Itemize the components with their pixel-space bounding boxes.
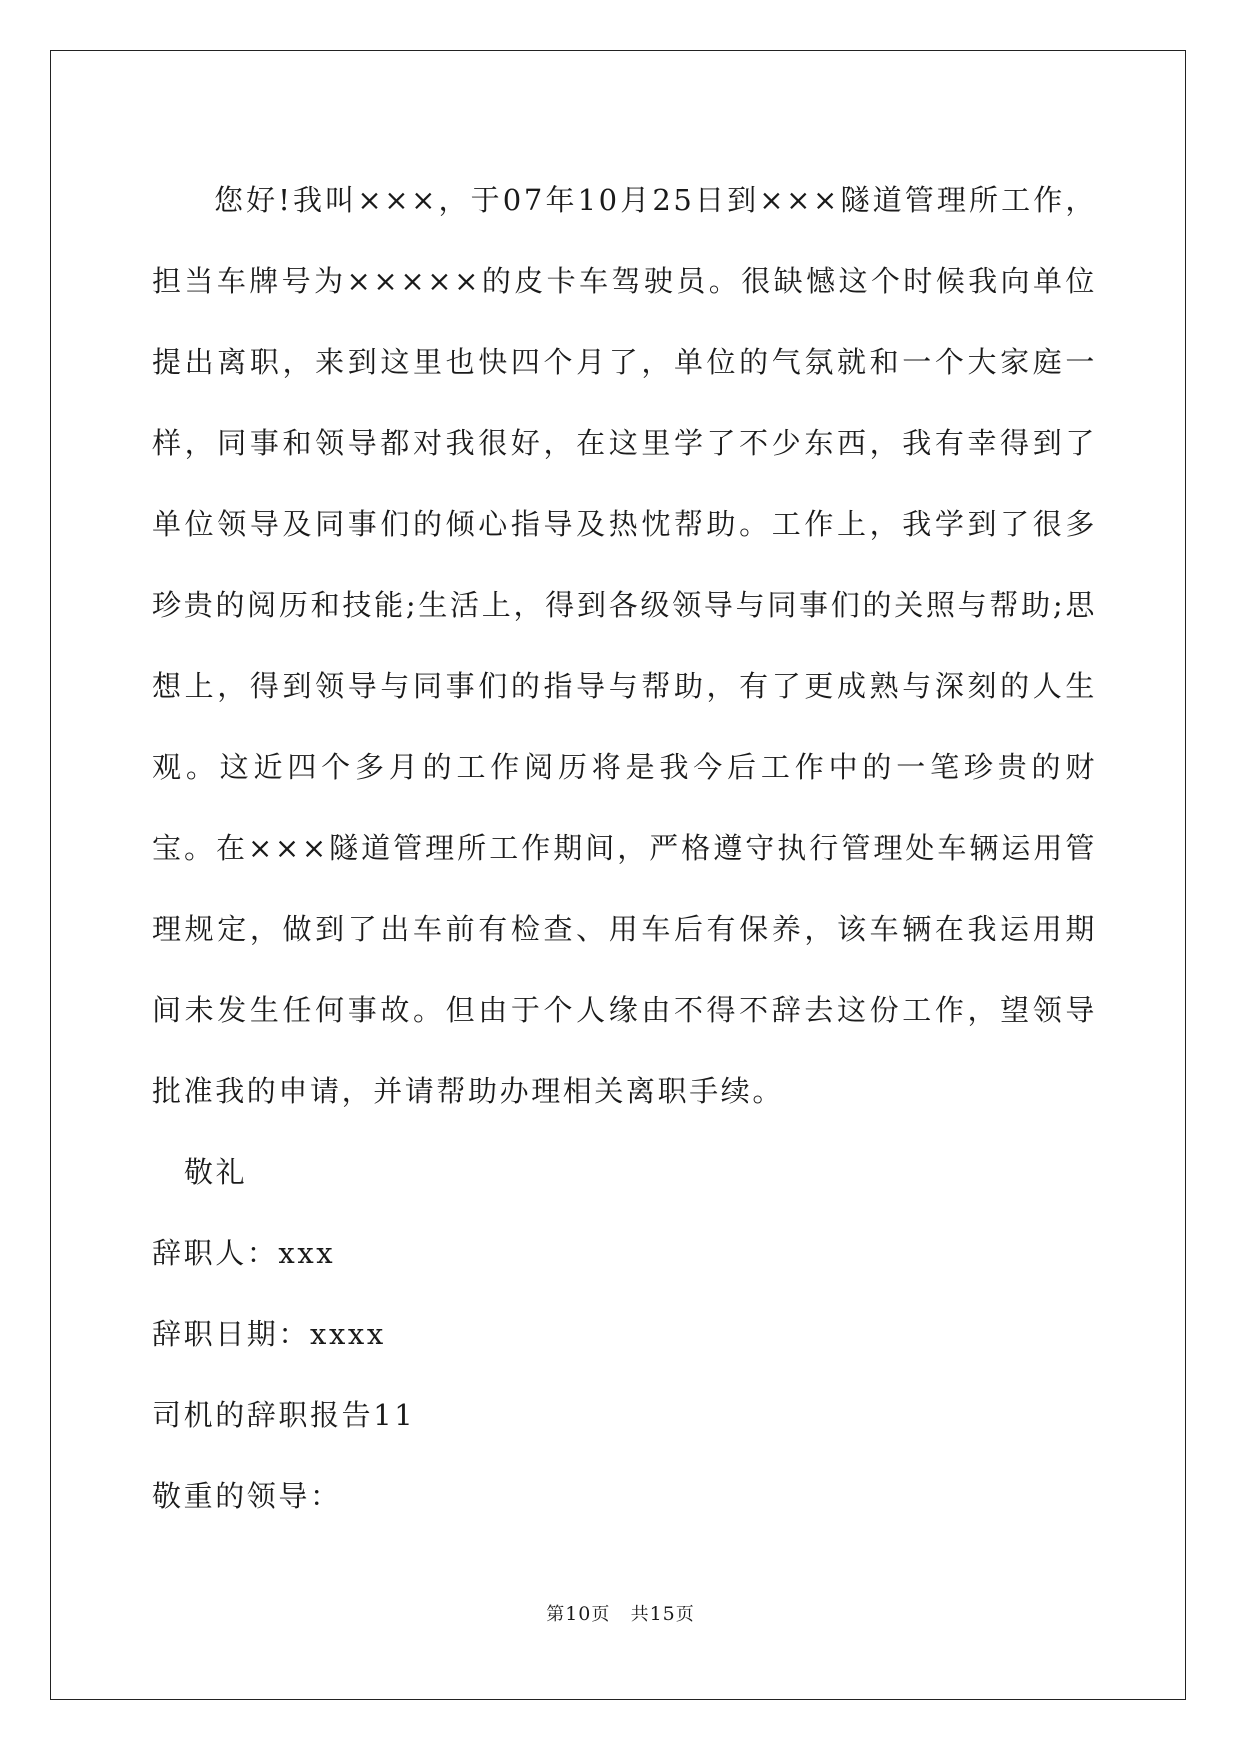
total-pages-number: 15 (649, 1603, 676, 1625)
current-page-number: 10 (565, 1603, 592, 1625)
date-line: 辞职日期：xxxx (152, 1317, 386, 1351)
footer-prefix: 第 (546, 1604, 566, 1625)
footer-suffix: 页 (675, 1604, 695, 1625)
footer-mid: 页 共 (591, 1604, 650, 1625)
page-footer (0, 1600, 1241, 1626)
next-section-title: 司机的辞职报告11 (152, 1398, 416, 1432)
resignation-paragraph: 您好!我叫×××，于07年10月25日到×××隧道管理所工作，担当车牌号为×××××的皮卡车驾驶员。很缺憾这个时候我向单位提出离职，来到这里也快四个月了，单位的气氛就和一个大家庭一样，同事和领导都对我很好，在这里学了不少东西，我有幸得到了单位领导及同事们的倾心指导及热忱帮助。工作上，我学到了很多珍贵的阅历和技能;生活上，得到各级领导与同事们的关照与帮助;思想上，得到领导与同事们的指导与帮助，有了更成熟与深刻的人生观。这近四个多月的工作阅历将是我今后工作中的一笔珍贵的财宝。在×××隧道管理所工作期间，严格遵守执行管理处车辆运用管理规定，做到了出车前有检查、用车后有保养，该车辆在我运用期间未发生任何事故。但由于个人缘由不得不辞去这份工作，望领导批准我的申请，并请帮助办理相关离职手续。 (152, 183, 1097, 1108)
closing-salute: 敬礼 (184, 1155, 248, 1189)
next-salutation: 敬重的领导： (152, 1479, 342, 1513)
document-body (152, 160, 1097, 1537)
signer-line: 辞职人：xxx (152, 1236, 336, 1270)
